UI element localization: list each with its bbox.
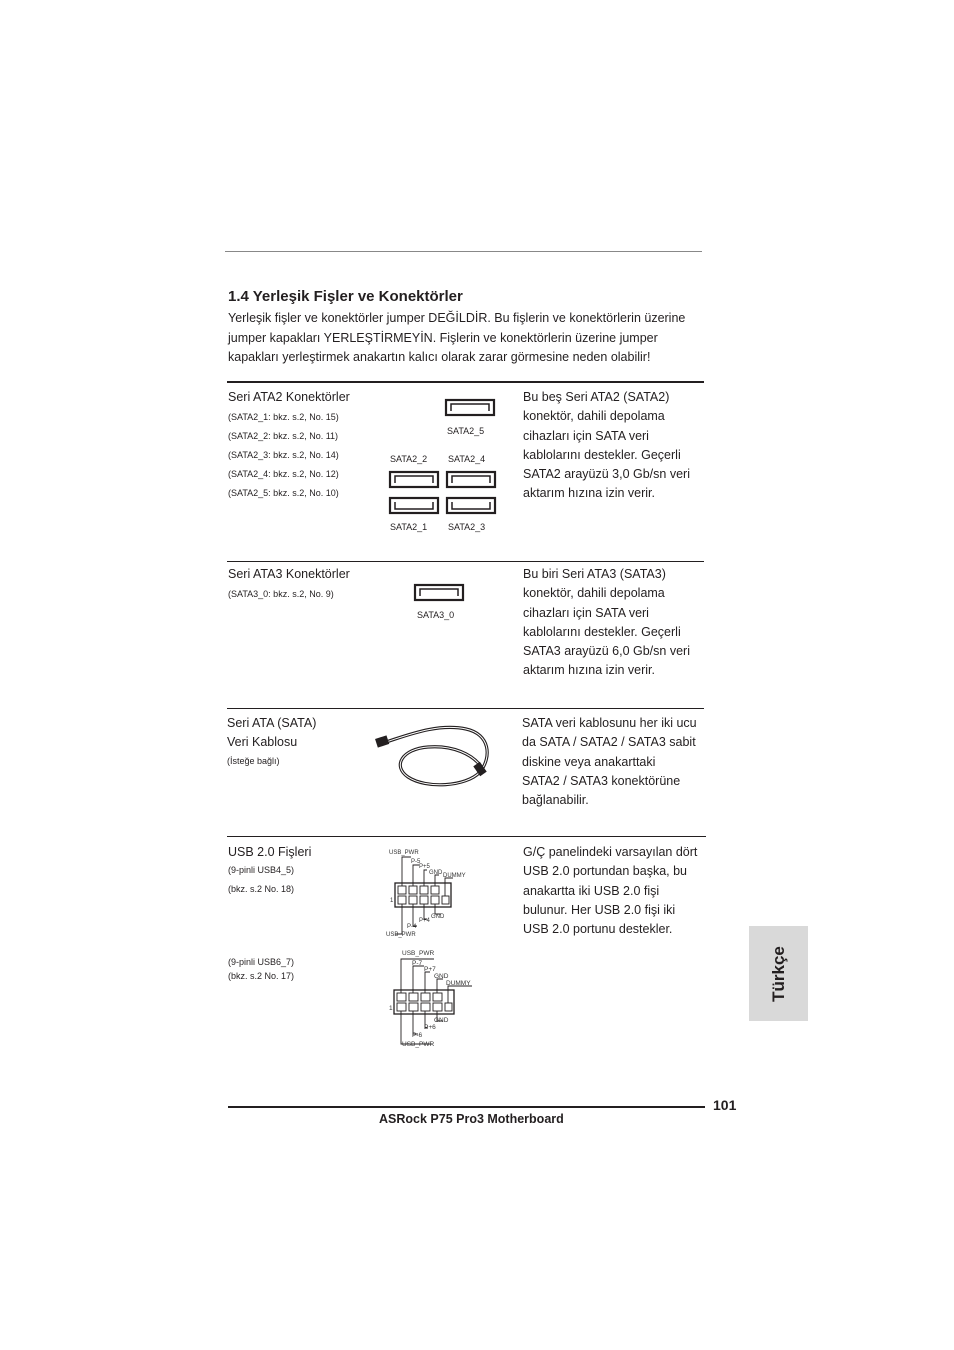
sata2-ref: (SATA2_1: bkz. s.2, No. 15) [228, 412, 339, 422]
usb-ref-1 [228, 861, 294, 899]
cable-title-line: Veri Kablosu [227, 735, 298, 750]
pin-label: DUMMY [443, 873, 466, 879]
language-tab-label: Türkçe [768, 945, 788, 1002]
desc-line: bağlanabilir. [522, 793, 589, 808]
usb-ref-line: (bkz. s.2 No. 17) [228, 971, 295, 981]
sata3-description [523, 565, 708, 681]
pin-label: GND [434, 973, 449, 980]
usb4-5-pin-labels [383, 848, 473, 942]
sata3-connector-diagram [410, 580, 470, 606]
desc-line: cihazları için SATA veri [523, 428, 649, 443]
usb-ref-2 [228, 955, 294, 983]
pin-label: GND [434, 1017, 449, 1024]
cable-optional-note: (İsteğe bağlı) [227, 756, 280, 766]
intro-line: kapakları yerleştirmek anakartın kalıcı olarak zarar görmesine neden olabilir! [228, 350, 651, 364]
desc-line: G/Ç panelindeki varsayılan dört [523, 845, 698, 859]
desc-line: SATA2 arayüzü 3,0 Gb/sn veri [523, 467, 690, 482]
sata2-4-label: SATA2_4 [448, 454, 486, 464]
pin-label: P+6 [424, 1024, 436, 1031]
usb-description [523, 843, 713, 939]
sata2-3-label: SATA2_3 [448, 522, 486, 532]
pin-label: DUMMY [446, 980, 471, 987]
intro-line: Yerleşik fişler ve konektörler jumper DEĞİLDİR. Bu fişlerin ve konektörlerin üzerine [228, 311, 686, 325]
sata3-0-label: SATA3_0 [417, 610, 455, 620]
cable-title-line: Seri ATA (SATA) [227, 716, 317, 730]
sata-connector-icon [447, 472, 495, 487]
pin-label: P-6 [412, 1032, 423, 1039]
pin-label: USB_PWR [402, 950, 435, 957]
sata-connector-icon [447, 498, 495, 513]
desc-line: Bu beş Seri ATA2 (SATA2) [523, 390, 670, 404]
header-rule [225, 251, 702, 252]
pin-label: GND [429, 870, 443, 876]
pin-label: GND [431, 914, 445, 920]
sata2-ref: (SATA2_4: bkz. s.2, No. 12) [228, 469, 339, 479]
intro-line: jumper kapakları YERLEŞTİRMEYİN. Fişlerin ve konektörlerin üzerine jumper [228, 330, 658, 345]
sata2-2-label: SATA2_2 [390, 454, 428, 464]
sata2-title: Seri ATA2 Konektörler [228, 390, 350, 404]
usb6-7-pin-labels [388, 948, 478, 1052]
desc-line: USB 2.0 portundan başka, bu [523, 864, 688, 879]
desc-line: Bu biri Seri ATA3 (SATA3) [523, 567, 666, 581]
desc-line: SATA veri kablosunu her iki ucu [522, 716, 697, 730]
intro-paragraph [228, 309, 708, 368]
pin-label: USB_PWR [402, 1041, 435, 1048]
sata-connector-icon [415, 585, 463, 600]
usb-title: USB 2.0 Fişleri [228, 845, 312, 859]
desc-line: USB 2.0 portunu destekler. [523, 922, 673, 937]
desc-line: da SATA / SATA2 / SATA3 sabit [522, 735, 696, 750]
desc-line: konektör, dahili depolama [523, 409, 665, 424]
section-divider [227, 836, 706, 837]
footer-rule [228, 1106, 705, 1108]
sata2-5-label: SATA2_5 [447, 426, 485, 436]
pin-label: P-4 [407, 924, 417, 930]
pin-label: P+4 [419, 918, 430, 924]
pin-label: USB_PWR [389, 850, 419, 856]
sata2-connectors-diagram [385, 395, 505, 540]
sata3-title: Seri ATA3 Konektörler [228, 567, 350, 581]
desc-line: SATA2 / SATA3 konektörüne [522, 773, 681, 788]
sata2-ref: (SATA2_3: bkz. s.2, No. 14) [228, 450, 339, 460]
footer-product: ASRock P75 Pro3 Motherboard [379, 1112, 564, 1126]
pin-label: P+5 [419, 864, 430, 870]
sata2-ref: (SATA2_2: bkz. s.2, No. 11) [228, 431, 339, 441]
pin-label: USB_PWR [386, 932, 416, 938]
cable-title [227, 714, 316, 753]
section-divider [227, 561, 704, 562]
sata3-ref: (SATA3_0: bkz. s.2, No. 9) [228, 589, 334, 599]
sata-connector-icon [390, 498, 438, 513]
desc-line: anakartta iki USB 2.0 fişi [523, 883, 660, 898]
sata-connector-icon [446, 400, 494, 415]
cable-plug-icon [375, 735, 389, 747]
pin-label: P+7 [424, 966, 436, 973]
sata-cable-illustration [368, 715, 498, 790]
desc-line: cihazları için SATA veri [523, 605, 649, 620]
sata2-refs [228, 408, 339, 503]
section-divider-thick [227, 381, 704, 383]
usb-ref-line: (bkz. s.2 No. 18) [228, 884, 295, 894]
pin-label: 1 [389, 1005, 393, 1012]
usb-ref-line: (9-pinli USB6_7) [228, 957, 295, 967]
desc-line: bulunur. Her USB 2.0 fişi iki [523, 902, 676, 917]
section-title: 1.4 Yerleşik Fişler ve Konektörler [228, 288, 463, 305]
language-side-tab [749, 926, 808, 1021]
pin-label: P-5 [411, 859, 421, 865]
section-divider [227, 708, 704, 709]
desc-line: kablolarını destekler. Geçerli [523, 447, 681, 462]
cable-description [522, 714, 712, 810]
page-number: 101 [713, 1097, 737, 1113]
sata-connector-icon [390, 472, 438, 487]
pin-label: 1 [390, 898, 394, 904]
usb-ref-line: (9-pinli USB4_5) [228, 865, 295, 875]
pin-label: P-7 [412, 960, 423, 967]
desc-line: aktarım hızına izin verir. [523, 486, 655, 501]
sata2-1-label: SATA2_1 [390, 522, 428, 532]
desc-line: kablolarını destekler. Geçerli [523, 624, 681, 639]
desc-line: aktarım hızına izin verir. [523, 663, 655, 678]
desc-line: SATA3 arayüzü 6,0 Gb/sn veri [523, 644, 690, 659]
desc-line: konektör, dahili depolama [523, 586, 665, 601]
sata2-ref: (SATA2_5: bkz. s.2, No. 10) [228, 488, 339, 498]
sata2-description [523, 388, 708, 504]
desc-line: diskine veya anakarttaki [522, 754, 656, 769]
